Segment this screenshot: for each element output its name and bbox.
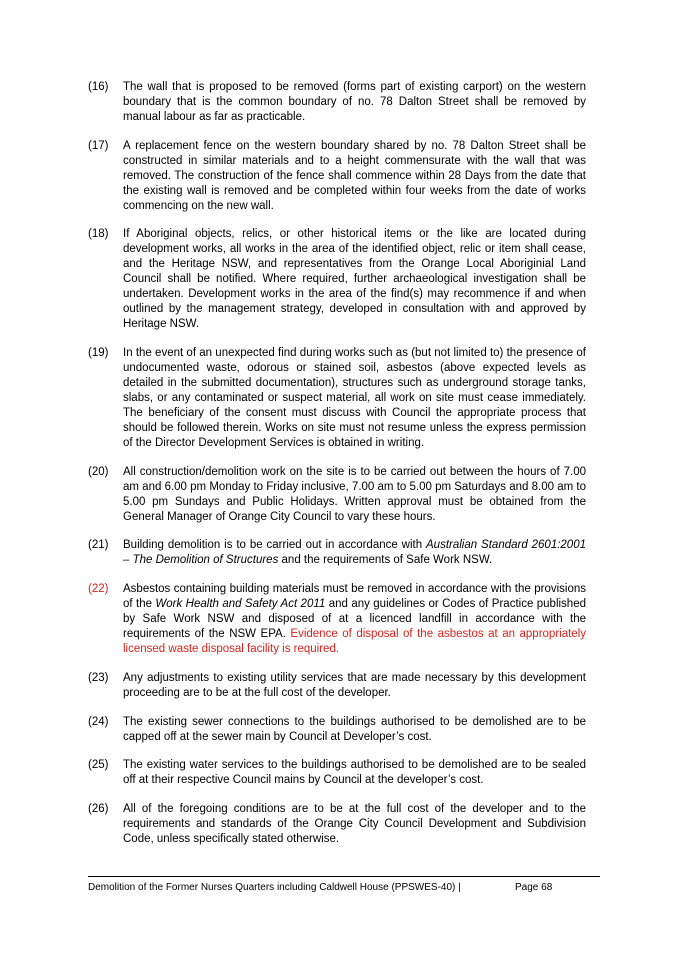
condition-19 bbox=[88, 346, 586, 451]
condition-text: If Aboriginal objects, relics, or other historical items or the like are located during development works, all works in the area of the identified object, relic or item shall cease, and the Heritage NSW, and representatives from the Orange Local Aboriginial Land Council shall be notified. Where required, further archaeological investigation shall be undertaken. Development works in the area of the find(s) may recommence if and when outlined by the management strategy, developed in consultation with and approved by Heritage NSW. bbox=[123, 228, 586, 331]
condition-text bbox=[123, 539, 586, 566]
condition-25 bbox=[88, 758, 586, 788]
condition-21 bbox=[88, 538, 586, 568]
condition-text: Any adjustments to existing utility services that are made necessary by this development proceeding are to be at the full cost of the developer. bbox=[123, 671, 586, 699]
conditions-list bbox=[88, 80, 586, 861]
condition-text: All of the foregoing conditions are to be at the full cost of the developer and to the requirements and standards of the Orange City Council Development and Subdivision Code, unless specifically stated otherwise. bbox=[123, 802, 586, 845]
condition-text-plain: Asbestos containing building materials must be removed in accordance with the provisions of the bbox=[123, 583, 586, 611]
condition-text: The existing water services to the buildings authorised to be demolished are to be sealed off at their respective Council mains by Council at the developer’s cost. bbox=[123, 759, 586, 787]
condition-number: (16) bbox=[88, 81, 109, 93]
condition-number: (19) bbox=[88, 347, 109, 360]
act-title: Work Health and Safety Act 2011 bbox=[155, 598, 326, 611]
condition-number: (21) bbox=[88, 539, 109, 552]
condition-number: (25) bbox=[88, 759, 109, 772]
condition-number: (22) bbox=[88, 583, 109, 596]
footer-divider bbox=[88, 876, 600, 877]
condition-text: The wall that is proposed to be removed (forms part of existing carport) on the western boundary that is the common boundary of no. 78 Dalton Street shall be removed by manual labour as far as practicable. bbox=[123, 81, 586, 123]
condition-text-plain: and any guidelines or Codes of Practice published by Safe Work NSW and disposed of at a licenced landfill in accordance with the requirements of the NSW EPA. bbox=[123, 598, 586, 641]
condition-number: (23) bbox=[88, 671, 109, 684]
condition-23 bbox=[88, 671, 586, 701]
condition-24 bbox=[88, 715, 586, 745]
condition-number: (17) bbox=[88, 139, 109, 152]
condition-16 bbox=[88, 80, 586, 125]
condition-text: In the event of an unexpected find during works such as (but not limited to) the presence of undocumented waste, odorous or stained soil, asbestos (above expected levels as detailed in the submitted documentation), structures such as underground storage tanks, slabs, or any contaminated or suspect material, all work on site must cease immediately. The beneficiary of the consent must discuss with Council the appropriate process that should be followed therein. Works on site must not resume unless the express permission of the Director Development Services is obtained in writing. bbox=[123, 347, 586, 450]
condition-17 bbox=[88, 139, 586, 214]
condition-text bbox=[123, 583, 586, 655]
condition-22 bbox=[88, 582, 586, 657]
condition-text: A replacement fence on the western boundary shared by no. 78 Dalton Street shall be constructed in similar materials and to a height commensurate with the wall that was removed. The construction of the fence shall commence within 28 Days from the date that the existing wall is removed and be completed within four weeks from the date of works commencing on the new wall. bbox=[123, 139, 586, 212]
condition-text-plain: Building demolition is to be carried out in accordance with bbox=[123, 539, 427, 552]
page-number: Page 68 bbox=[515, 882, 553, 893]
condition-number: (20) bbox=[88, 465, 109, 478]
amended-text: Evidence of disposal of the asbestos at an appropriately licensed waste disposal facility is required. bbox=[123, 628, 587, 656]
condition-number: (24) bbox=[88, 715, 109, 728]
condition-18 bbox=[88, 227, 586, 332]
condition-text: The existing sewer connections to the buildings authorised to be demolished are to be capped off at the sewer main by Council at Developer’s cost. bbox=[123, 715, 586, 743]
footer-title: Demolition of the Former Nurses Quarters including Caldwell House (PPSWES-40) | bbox=[88, 882, 461, 893]
condition-number: (26) bbox=[88, 802, 109, 815]
standard-title: Australian Standard 2601:2001 – The Demolition of Structures bbox=[123, 539, 586, 567]
condition-26 bbox=[88, 802, 586, 847]
condition-number: (18) bbox=[88, 228, 109, 241]
condition-20 bbox=[88, 465, 586, 525]
condition-text: All construction/demolition work on the site is to be carried out between the hours of 7.00 am and 6.00 pm Monday to Friday inclusive, 7.00 am to 5.00 pm Saturdays and 8.00 am to 5.00 pm Sundays and Public Holidays. Written approval must be obtained from the General Manager of Orange City Council to vary these hours. bbox=[123, 465, 586, 523]
condition-text-plain: and the requirements of Safe Work NSW. bbox=[278, 554, 493, 567]
